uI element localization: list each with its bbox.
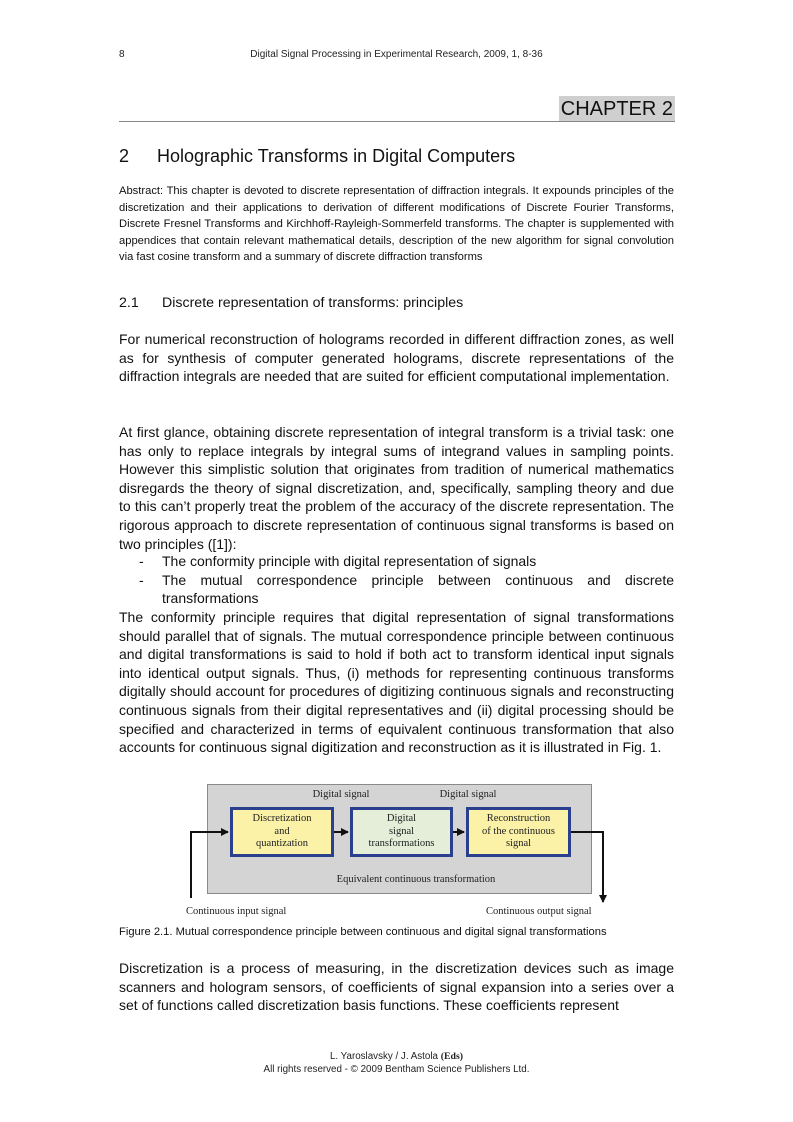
page-footer [0, 1050, 793, 1076]
label-equivalent-transformation: Equivalent continuous transformation [336, 874, 496, 885]
paragraph-2: At first glance, obtaining discrete representation of integral transform is a trivial task: one has only to replace integrals by integral sums of integrand values in sampling points. However this simplistic solution that originates from tradition of numerical mathematics disregards the theory of signal discretization, and, specifically, sampling theory and due to this can’t properly treat the problem of the accuracy of the discrete representation. The rigorous approach to discrete representation of continuous signal transforms is based on two principles ([1]): [119, 424, 674, 552]
bullet-marker: - [139, 571, 144, 588]
chapter-title [119, 144, 515, 168]
footer-copyright: All rights reserved - © 2009 Bentham Science Publishers Ltd. [263, 1064, 530, 1075]
paragraph-3: The conformity principle requires that digital representation of signal transformations should parallel that of signals. The mutual correspondence principle between continuous and digital transformations is said to hold if both act to transform identical input signals into identical output signals. Thus, (i) methods for representing continuous transforms digitally should account for procedures of digitizing continuous signals and reconstructing continuous signals from their digital representatives and (ii) digital processing should be specified and characterized in terms of equivalent continuous transformation that also accounts for continuous signal digitization and reconstruction as it is illustrated in Fig. 1. [119, 609, 674, 756]
header-rule [119, 121, 675, 122]
page-number: 8 [119, 49, 125, 60]
abstract: Abstract: This chapter is devoted to discrete representation of diffraction integrals. It expounds principles of the discretization and their applications to derivation of different modifications of Discrete Fourier Transforms, Discrete Fresnel Transforms and Kirchhoff-Rayleigh-Sommerfeld transforms. The chapter is supplemented with appendices that contain relevant mathematical details, description of the new algorithm for signal convolution via fast cosine transform and a summary of discrete diffraction transforms [119, 185, 674, 264]
editors-text: L. Yaroslavsky / J. Astola [329, 1051, 438, 1062]
bullet-marker: - [139, 553, 144, 569]
section-number: 2.1 [119, 295, 139, 311]
list-item [119, 571, 674, 608]
output-arrow [571, 832, 603, 902]
figure-2-1 [186, 780, 618, 920]
journal-title: Digital Signal Processing in Experimental Research, 2009, 1, 8-36 [250, 49, 543, 60]
box-line: signal [388, 825, 415, 837]
box-line: of the continuous [482, 825, 555, 837]
list-item-text: The mutual correspondence principle between continuous and discrete transformations [162, 571, 674, 607]
chapter-number: 2 [119, 146, 130, 166]
label-continuous-input: Continuous input signal [186, 906, 287, 917]
paragraph-1: For numerical reconstruction of holograms recorded in different diffraction zones, as well as for synthesis of computer generated holograms, discrete representations of the diffraction integrals are needed that are suited for efficient computational implementation. [119, 331, 674, 385]
box-line: and [274, 825, 290, 837]
section-title-text: Discrete representation of transforms: principles [162, 295, 464, 311]
box-line: Digital [386, 813, 417, 825]
chapter-label: CHAPTER 2 [560, 98, 673, 120]
paragraph-4: Discretization is a process of measuring, in the discretization devices such as image scanners and hologram sensors, of coefficients of signal expansion into a series over a set of functions called discretization basis functions. These coefficients represent [119, 960, 674, 1014]
label-digital-signal-1: Digital signal [312, 789, 370, 800]
box-line: quantization [256, 838, 308, 850]
label-continuous-output: Continuous output signal [486, 906, 592, 917]
figure-caption: Figure 2.1. Mutual correspondence principle between continuous and digital signal transformations [119, 926, 607, 938]
box-line: Discretization [252, 813, 312, 825]
box-line: Reconstruction [486, 813, 551, 825]
input-arrow [191, 832, 228, 898]
box-line: transformations [368, 838, 435, 850]
principles-list [119, 552, 674, 608]
figure-arrows [186, 780, 618, 920]
section-title [119, 293, 463, 313]
box-line: signal [505, 838, 532, 850]
list-item [119, 552, 674, 571]
footer-editors [0, 1050, 793, 1063]
label-digital-signal-2: Digital signal [439, 789, 497, 800]
eds-label: (Eds) [440, 1051, 464, 1062]
chapter-title-text: Holographic Transforms in Digital Computers [157, 146, 516, 166]
list-item-text: The conformity principle with digital representation of signals [162, 553, 537, 569]
